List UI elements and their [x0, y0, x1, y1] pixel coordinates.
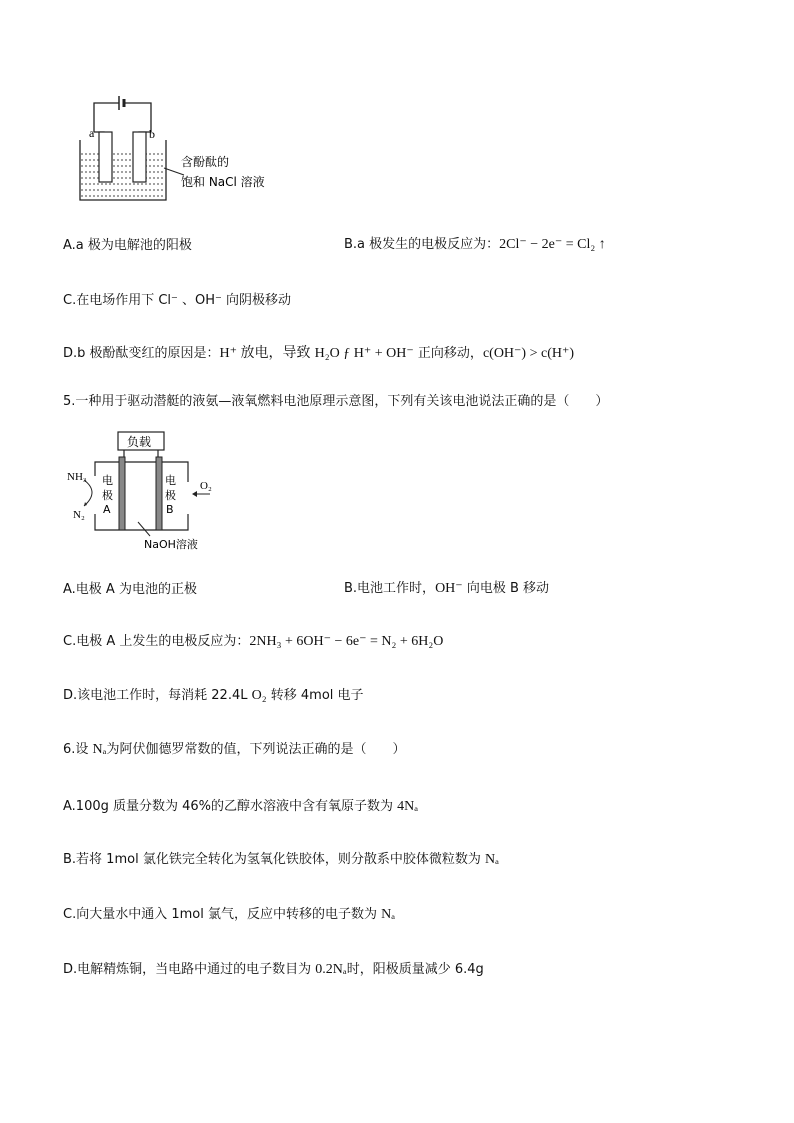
q6-option-a-text: A.100g 质量分数为 46%的乙醇水溶液中含有氧原子数为	[63, 799, 394, 814]
q6-option-b-value: Nₐ	[484, 852, 499, 867]
q4-option-d-text3: 正向移动，	[417, 346, 483, 361]
q6-option-c	[63, 906, 395, 924]
electrode-b-char3: B	[166, 503, 174, 516]
q4-option-d-equilibrium: H₂O ƒ H⁺ + OH⁻	[314, 346, 414, 361]
q6-option-c-value: Nₐ	[381, 907, 396, 922]
q5-option-b	[344, 580, 549, 598]
caption-line1: 含酚酞的	[181, 155, 230, 169]
label-b: b	[149, 127, 155, 141]
electrode-b-char1: 电	[165, 474, 176, 487]
q5-option-d-text2: 转移 4mol 电子	[270, 688, 364, 703]
q6-option-b	[63, 851, 499, 869]
q5-option-d	[63, 687, 364, 705]
electrode-a-char1: 电	[102, 474, 113, 487]
q6-option-c-text: C.向大量水中通入 1mol 氯气，反应中转移的电子数为	[63, 907, 377, 922]
q4-option-b-formula: 2Cl⁻ − 2e⁻ = Cl₂ ↑	[499, 237, 606, 252]
q6-stem-na: Nₐ	[92, 742, 107, 757]
fuel-cell-diagram	[0, 422, 794, 572]
load-label: 负载	[127, 435, 152, 449]
q5-option-b-ion: OH⁻	[435, 581, 463, 596]
caption-line2: 饱和 NaCl 溶液	[181, 175, 265, 189]
q6-stem-text1: 6.设	[63, 742, 89, 757]
q4-option-d-text1: D.b 极酚酞变红的原因是：	[63, 346, 220, 361]
electrolysis-diagram	[0, 0, 794, 215]
n2-label: N₂	[73, 509, 85, 521]
electrode-b-char2: 极	[165, 489, 176, 502]
q5-option-c	[63, 633, 443, 651]
q4-option-a: A.a 极为电解池的阳极	[63, 238, 192, 253]
q4-option-c: C.在电场作用下 Cl⁻ 、OH⁻ 向阴极移动	[63, 293, 292, 308]
q6-option-d-text1: D.电解精炼铜，当电路中通过的电子数目为	[63, 962, 312, 977]
electrode-a-char2: 极	[102, 489, 113, 502]
label-a: a	[89, 126, 95, 140]
q4-option-d-text2: H⁺ 放电，导致	[219, 346, 311, 361]
q4-option-b	[344, 236, 606, 254]
q5-option-c-formula: 2NH₃ + 6OH⁻ − 6e⁻ = N₂ + 6H₂O	[249, 634, 444, 649]
q5-option-a: A.电极 A 为电池的正极	[63, 582, 197, 597]
nh3-label: NH₃	[67, 471, 87, 483]
q5-option-c-text: C.电极 A 上发生的电极反应为：	[63, 634, 250, 649]
q6-stem	[63, 741, 406, 759]
q4-option-b-text: B.a 极发生的电极反应为：	[344, 237, 500, 252]
q6-stem-text2: 为阿伏伽德罗常数的值，下列说法正确的是（ ）	[106, 742, 406, 757]
q5-option-d-text1: D.该电池工作时，每消耗 22.4L	[63, 688, 248, 703]
q5-option-b-text2: 向电极 B 移动	[466, 581, 550, 596]
q5-option-b-text1: B.电池工作时，	[344, 581, 436, 596]
q4-option-d	[63, 345, 574, 363]
q6-option-b-text: B.若将 1mol 氯化铁完全转化为氢氧化铁胶体，则分散系中胶体微粒数为	[63, 852, 481, 867]
electrode-a-char3: A	[103, 503, 111, 516]
q5-option-d-o2: O₂	[251, 688, 267, 703]
q6-option-d-value: 0.2Nₐ	[315, 962, 347, 977]
o2-label: O₂	[200, 480, 212, 492]
solution-label: NaOH溶液	[144, 538, 198, 551]
q6-option-a-value: 4Nₐ	[397, 799, 419, 814]
q6-option-d-text2: 时，阳极质量减少 6.4g	[346, 962, 484, 977]
q4-option-d-concentration: c(OH⁻) > c(H⁺)	[482, 346, 575, 361]
q5-stem: 5.一种用于驱动潜艇的液氨—液氧燃料电池原理示意图，下列有关该电池说法正确的是（ ）	[63, 394, 609, 409]
q6-option-d	[63, 961, 484, 979]
q6-option-a	[63, 798, 418, 816]
